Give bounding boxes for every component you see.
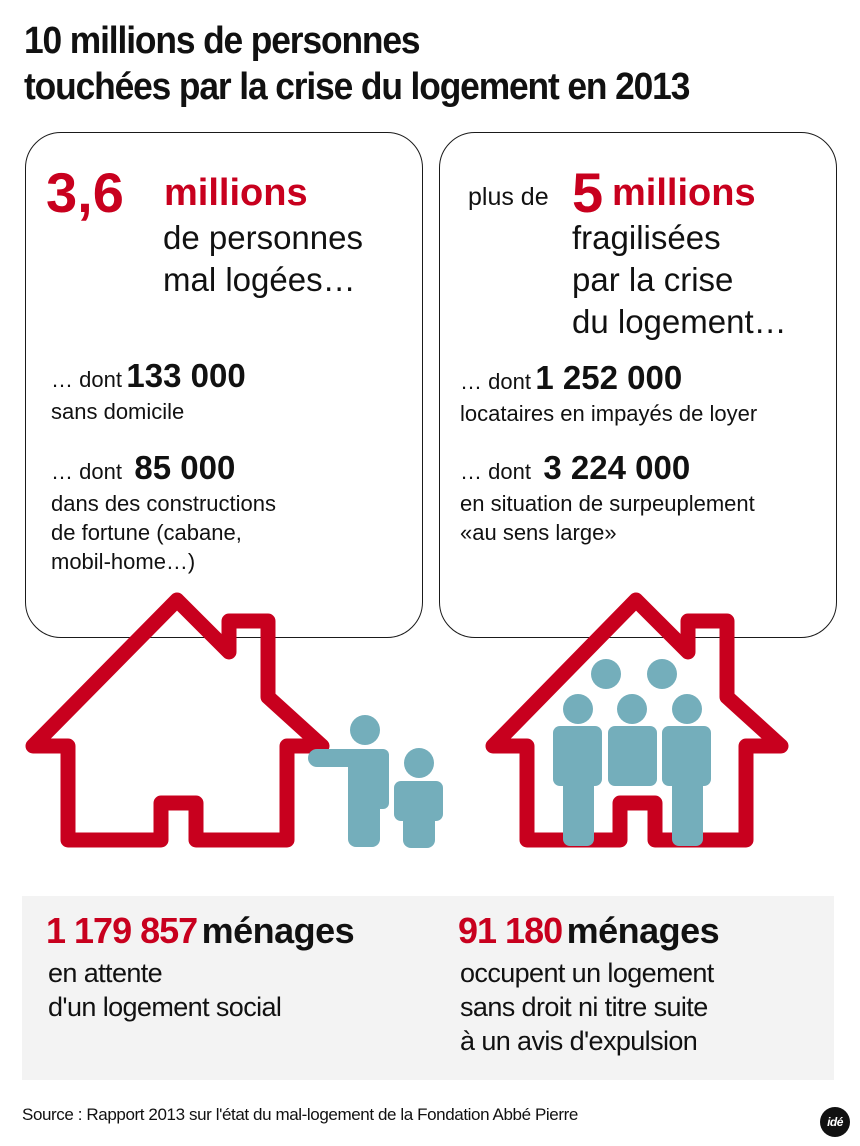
subtitle-line-1: de personnes	[163, 219, 363, 256]
headline-prefix: plus de	[468, 183, 549, 211]
stat-value: 3 224 000	[543, 449, 691, 486]
fragilisees-card	[439, 132, 837, 638]
stat-desc: locataires en impayés de loyer	[460, 401, 758, 426]
page-title	[24, 18, 796, 110]
stat-prefix: … dont	[51, 367, 122, 392]
stat-expulsion	[458, 910, 719, 952]
stat-value: 1 179 857	[46, 910, 198, 951]
stat-prefix: … dont	[460, 369, 531, 394]
headline-number: 3,6	[46, 161, 124, 224]
stat-desc-line-1: dans des constructions	[51, 491, 277, 516]
crowd-of-people-icon	[553, 659, 711, 846]
subtitle-line-1: fragilisées	[572, 219, 721, 256]
stat-desc-line-1: en situation de surpeuplement	[460, 491, 755, 516]
stat-desc-line-1: en attente	[48, 958, 163, 988]
stat-desc-line-2: de fortune (cabane,	[51, 520, 242, 545]
houses-illustration	[0, 580, 860, 880]
stat-desc-line-2: d'un logement social	[48, 992, 282, 1022]
stat-desc-line-3: à un avis d'expulsion	[460, 1026, 698, 1056]
source-caption: Source : Rapport 2013 sur l'état du mal-logement de la Fondation Abbé Pierre	[22, 1105, 578, 1124]
title-line-1: 10 millions de personnes	[24, 20, 420, 62]
stat-desc-line-1: occupent un logement	[460, 958, 714, 988]
headline-unit: millions	[612, 172, 756, 214]
stat-value: 85 000	[134, 449, 236, 486]
stat-unit: ménages	[566, 910, 720, 951]
logo-text: id	[827, 1115, 837, 1129]
stat-prefix: … dont	[51, 459, 122, 484]
ide-logo-icon	[820, 1107, 850, 1137]
stat-desc-line-2: sans droit ni titre suite	[460, 992, 708, 1022]
title-line-2: touchées par la crise du logement en 2013	[24, 66, 690, 108]
subtitle-line-2: mal logées…	[163, 261, 356, 298]
stat-sans-domicile	[51, 357, 246, 395]
households-panel	[22, 896, 834, 1080]
stat-impayes-loyer	[460, 359, 682, 397]
mal-logees-card	[25, 132, 423, 638]
subtitle-line-2: par la crise	[572, 261, 734, 298]
stat-surpeuplement	[460, 449, 690, 487]
stat-value: 91 180	[458, 910, 563, 951]
headline-unit: millions	[164, 172, 308, 214]
adult-and-child-icon	[308, 715, 443, 848]
stat-desc-line-2: «au sens large»	[460, 520, 617, 545]
stat-prefix: … dont	[460, 459, 531, 484]
stat-constructions-fortune	[51, 449, 235, 487]
subtitle-line-3: du logement…	[572, 303, 787, 340]
house-left-icon	[33, 600, 322, 840]
stat-unit: ménages	[201, 910, 355, 951]
stat-desc-line-3: mobil-home…)	[51, 549, 196, 574]
stat-attente-logement-social	[46, 910, 354, 952]
stat-value: 133 000	[126, 357, 246, 394]
stat-desc: sans domicile	[51, 399, 185, 424]
headline-number: 5	[572, 161, 604, 224]
stat-value: 1 252 000	[535, 359, 683, 396]
logo-accent: é	[836, 1115, 843, 1129]
